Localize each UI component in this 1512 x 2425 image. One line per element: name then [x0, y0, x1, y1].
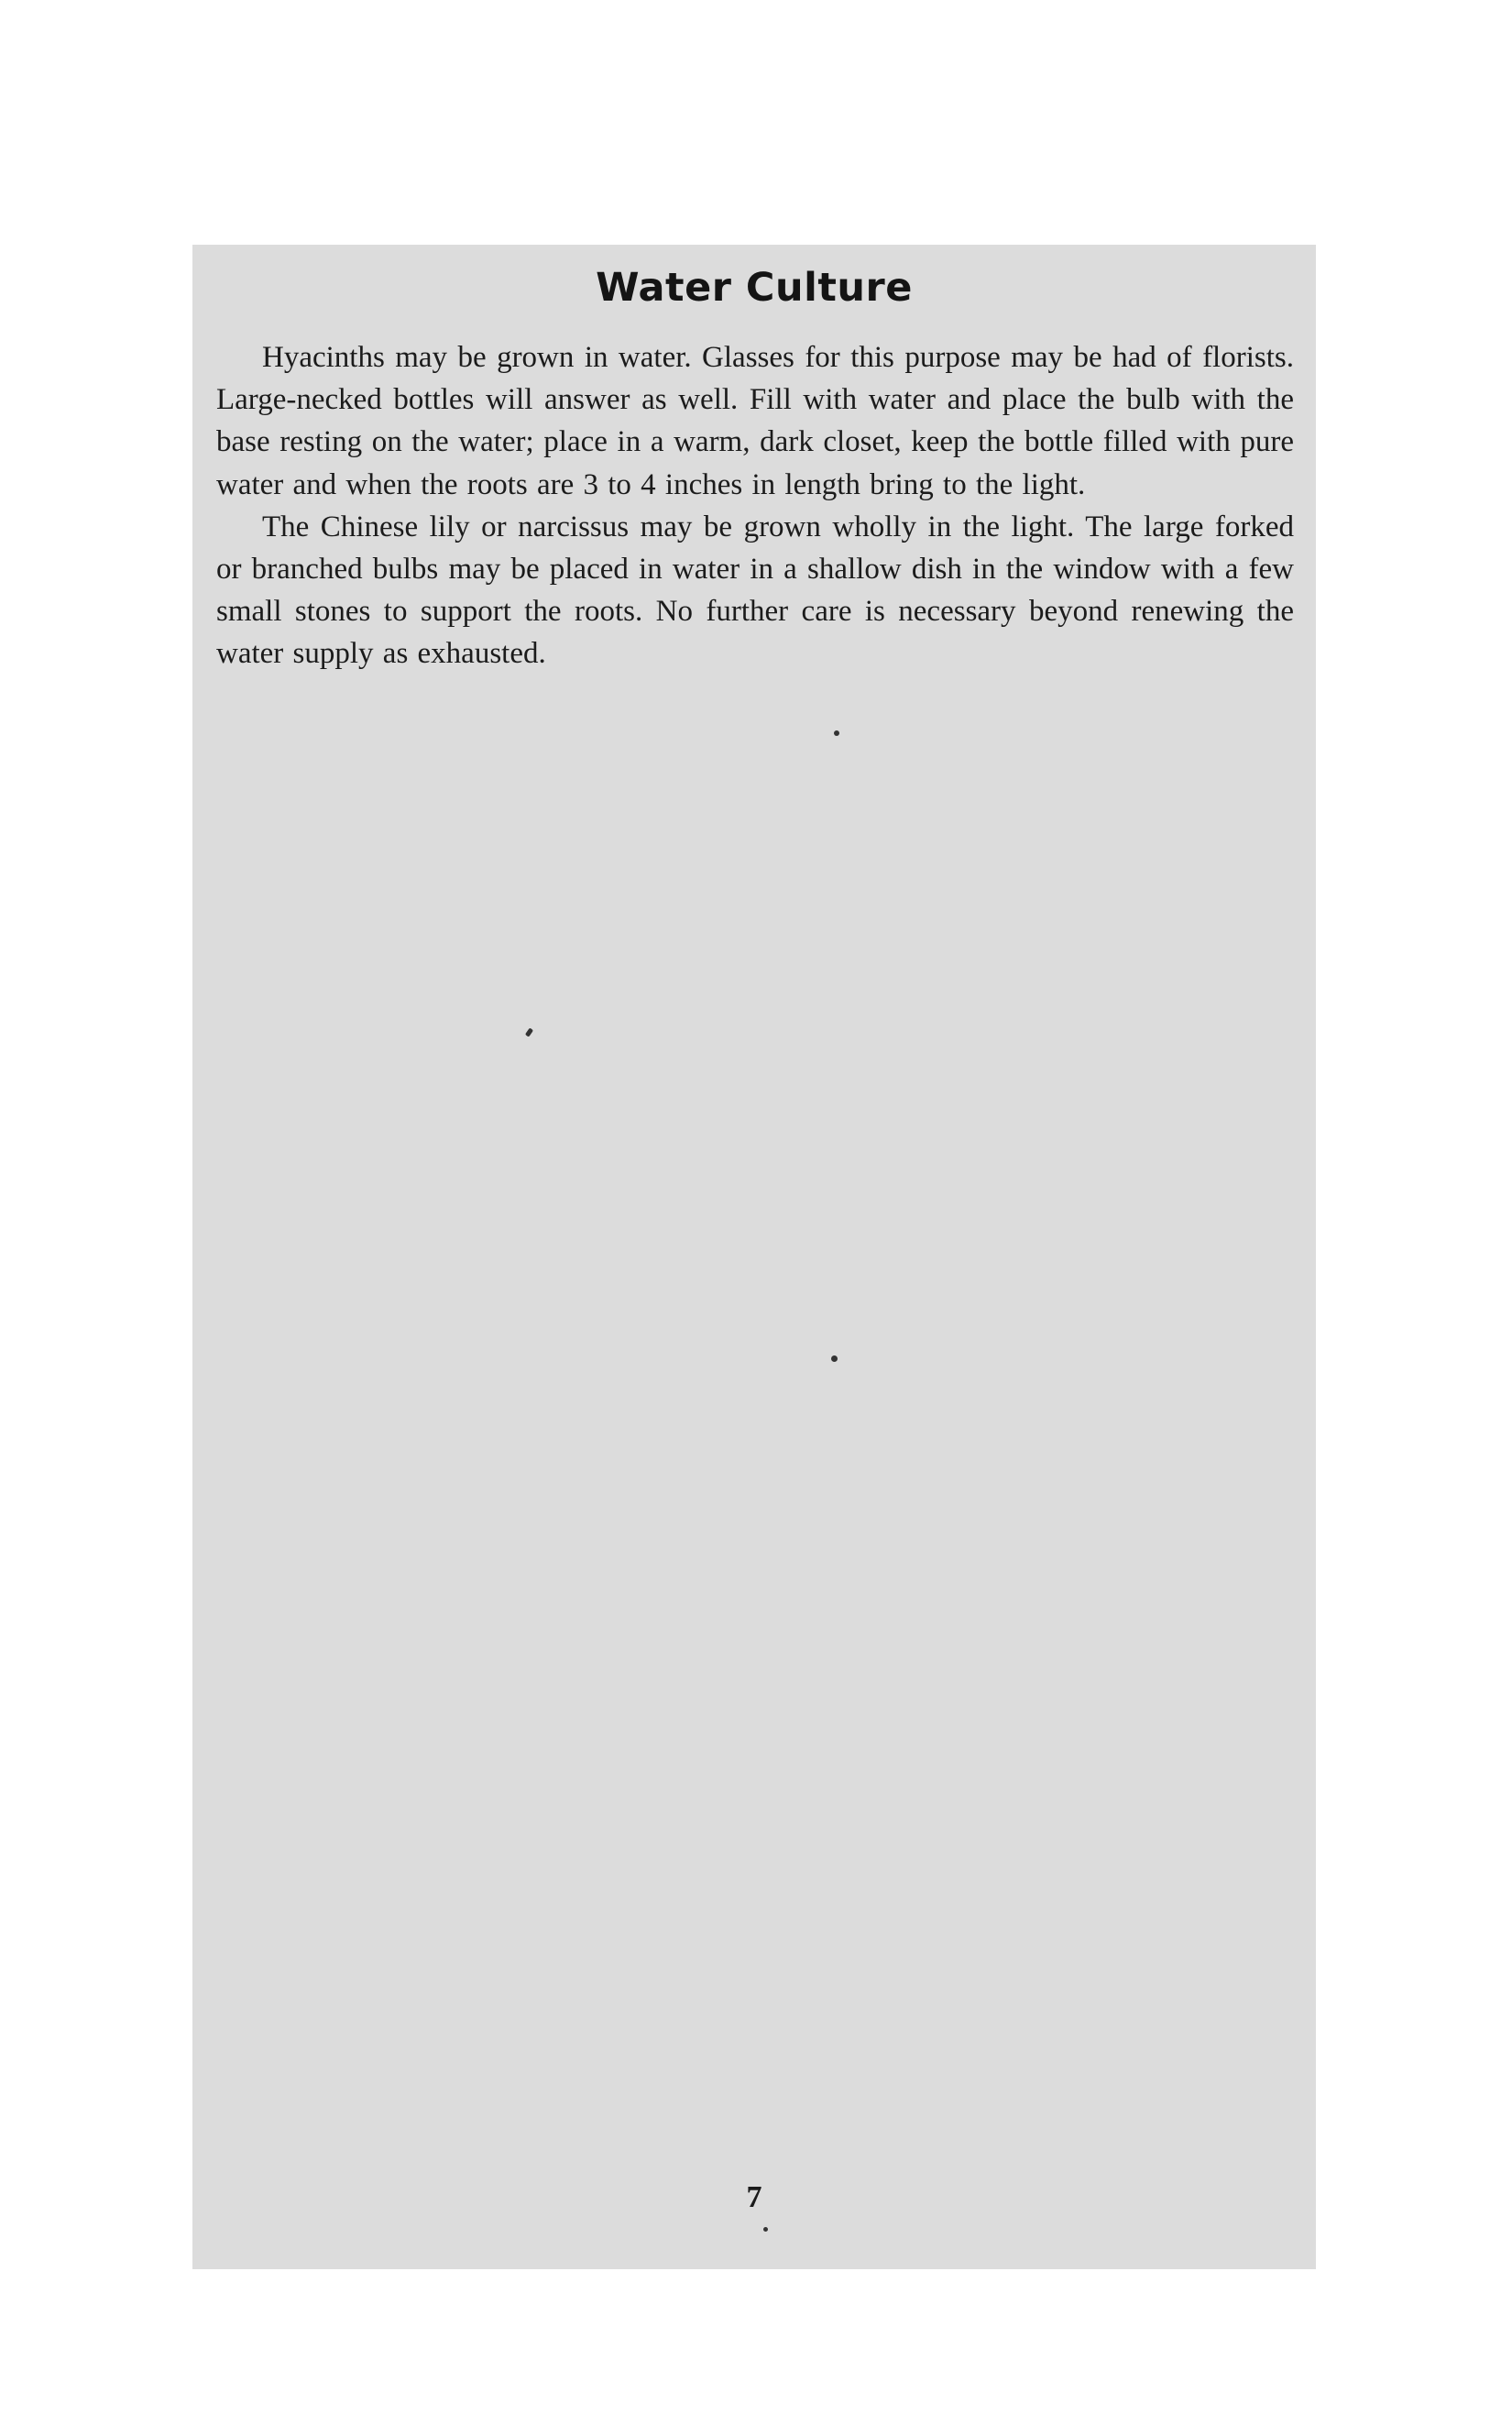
paper-speck — [525, 1027, 533, 1037]
book-page — [192, 245, 1316, 2269]
body-text — [216, 336, 1294, 675]
paragraph-chinese-lily: The Chinese lily or narcissus may be grown wholly in the light. The large forked or branched bulbs may be placed in water in a shallow dish in the window with a few small stones to support the roots. No further care is necessary beyond renewing the water supply as exhausted. — [216, 510, 1294, 671]
page-title: Water Culture — [596, 265, 913, 311]
paper-speck — [831, 1355, 838, 1362]
paper-speck — [763, 2227, 768, 2232]
page-number: 7 — [746, 2180, 762, 2214]
paper-speck — [834, 730, 839, 736]
paragraph-hyacinths: Hyacinths may be grown in water. Glasses for this purpose may be had of florists. Large-necked bottles will answer as well. Fill with water and place the bulb with the base resting on the water; place in a warm, dark closet, keep the bottle filled with pure water and when the roots are 3 to 4 inches in length bring to the light. — [216, 341, 1294, 501]
